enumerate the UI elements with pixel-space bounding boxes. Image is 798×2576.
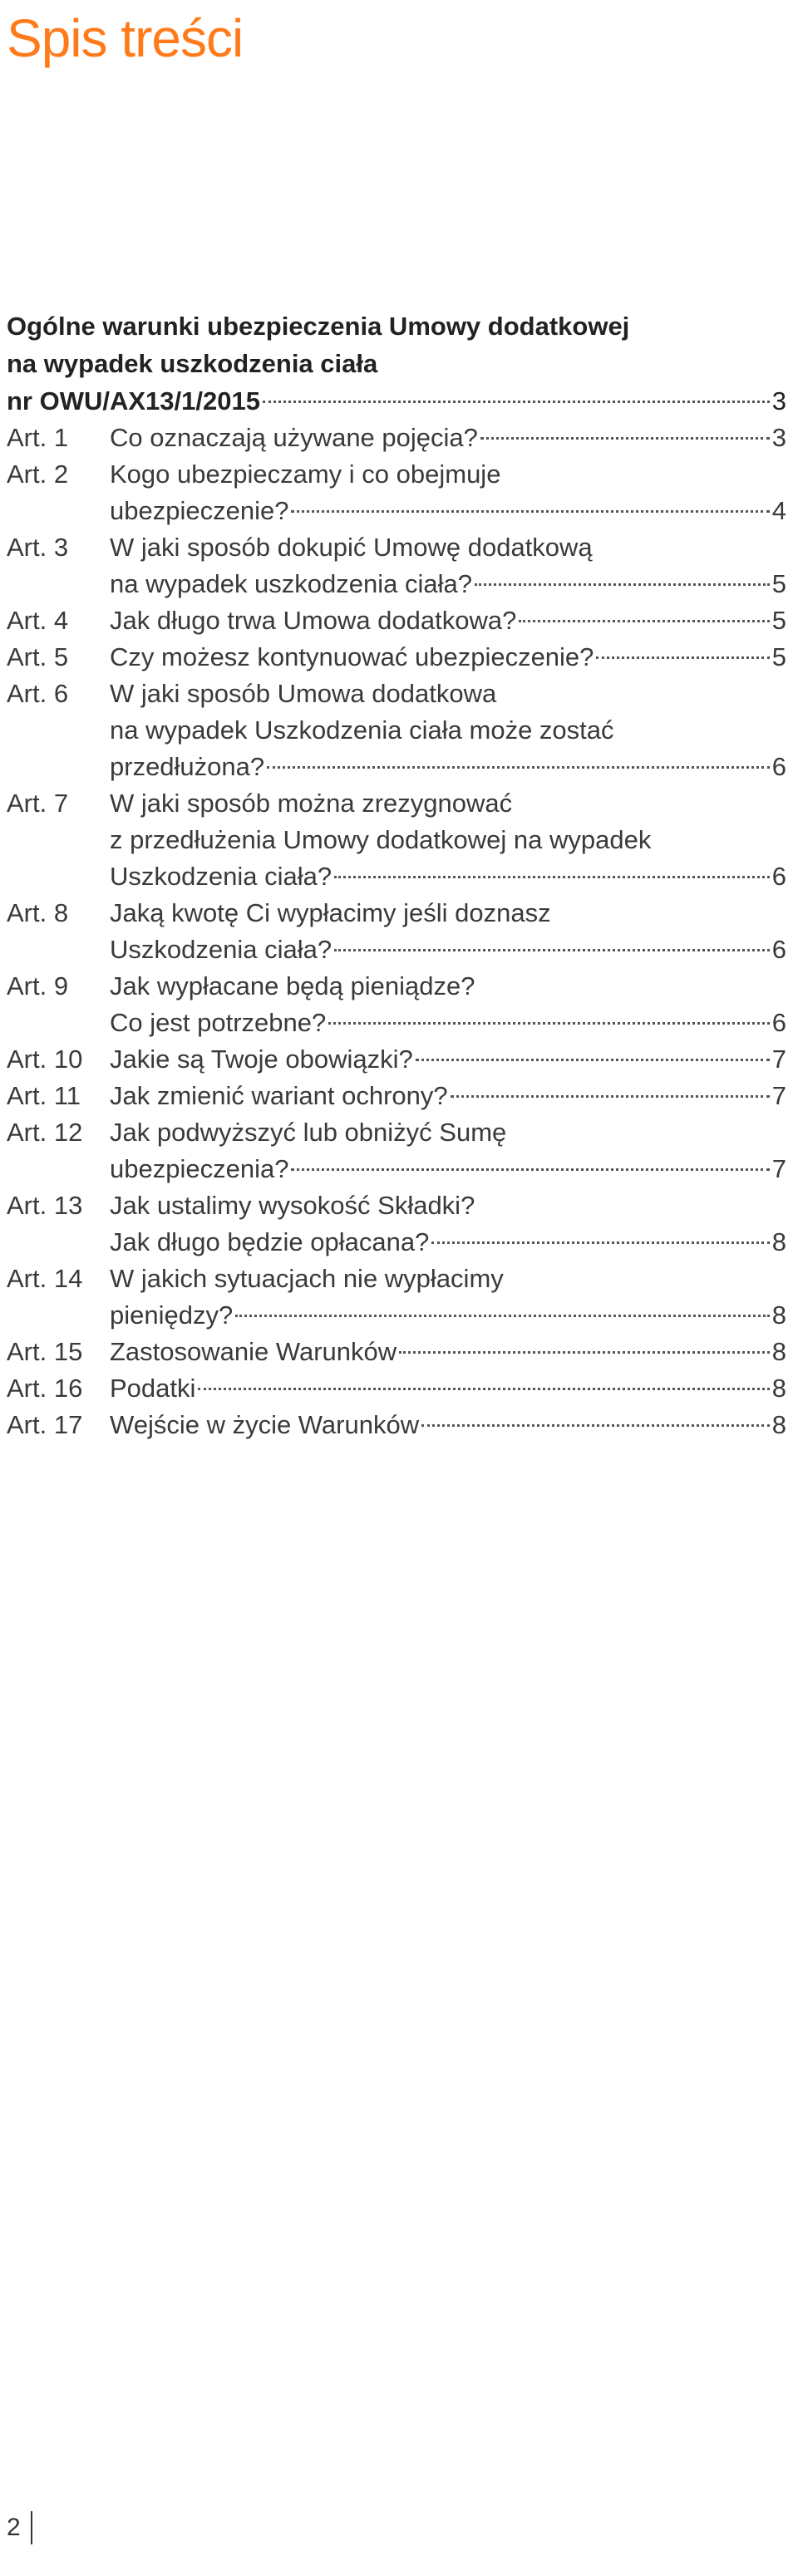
dot-leader	[334, 949, 770, 951]
toc-entry-body	[110, 785, 786, 895]
dot-leader	[596, 656, 769, 659]
toc-page-number: 4	[771, 496, 786, 525]
toc-page-number: 8	[771, 1410, 786, 1439]
toc-entry[interactable]	[7, 1041, 786, 1078]
toc-page-number: 6	[771, 935, 786, 964]
toc-entry-body	[110, 456, 786, 529]
toc-entry-last-line	[110, 1078, 786, 1114]
toc-entry-last-line	[110, 420, 786, 456]
toc-page-number: 5	[771, 606, 786, 635]
toc-entry-title-line: Jaką kwotę Ci wypłacimy jeśli doznasz	[110, 898, 551, 927]
toc-entry-last-line	[110, 639, 786, 676]
toc-page-number: 7	[771, 1045, 786, 1074]
toc-entry-title-line: Jak podwyższyć lub obniżyć Sumę	[110, 1118, 507, 1147]
toc-entry-number: Art. 4	[7, 606, 69, 635]
toc-entry-title-line: z przedłużenia Umowy dodatkowej na wypadek	[110, 825, 652, 854]
toc-page-number: 6	[771, 1008, 786, 1037]
toc-entry-body	[110, 968, 786, 1041]
toc-entry-title: Wejście w życie Warunków	[110, 1410, 420, 1439]
toc-entry-title-line: W jaki sposób Umowa dodatkowa	[110, 679, 497, 708]
toc-entries	[7, 420, 786, 1443]
toc-entry-title: przedłużona?	[110, 752, 265, 781]
toc-entry[interactable]	[7, 895, 786, 968]
toc-entry[interactable]	[7, 456, 786, 529]
toc-entry-number: Art. 5	[7, 642, 69, 671]
toc-entry-number: Art. 1	[7, 423, 69, 452]
toc-entry-last-line	[110, 932, 786, 968]
toc-entry-number: Art. 14	[7, 1264, 83, 1293]
toc-entry-title: pieniędzy?	[110, 1300, 234, 1330]
toc-page-number: 5	[771, 569, 786, 598]
toc-entry-body	[110, 1041, 786, 1078]
toc-entry[interactable]	[7, 676, 786, 785]
toc-entry-body	[110, 1407, 786, 1443]
toc-entry-last-line	[110, 602, 786, 639]
toc-entry-last-line	[110, 1151, 786, 1187]
toc-entry-number: Art. 12	[7, 1118, 83, 1147]
toc-entry-body	[110, 602, 786, 639]
toc-entry-body	[110, 1114, 786, 1187]
toc-entry-title-line: Kogo ubezpieczamy i co obejmuje	[110, 460, 501, 489]
footer-divider	[31, 2511, 32, 2544]
page-footer	[7, 2511, 32, 2544]
toc-entry-last-line	[110, 1005, 786, 1041]
toc-entry-body	[110, 1261, 786, 1334]
dot-leader	[475, 583, 770, 586]
toc-intro-line: na wypadek uszkodzenia ciała	[7, 349, 378, 378]
toc-entry-last-line	[110, 493, 786, 529]
toc-intro-last-line	[7, 382, 786, 420]
toc-entry-title: Co oznaczają używane pojęcia?	[110, 423, 478, 452]
toc-entry-title: Co jest potrzebne?	[110, 1008, 327, 1037]
toc-entry-last-line	[110, 1224, 786, 1261]
toc-entry-body	[110, 529, 786, 602]
toc-entry-last-line	[110, 1334, 786, 1370]
toc-entry-last-line	[110, 1370, 786, 1407]
toc-intro-code: nr OWU/AX13/1/2015	[7, 386, 260, 415]
toc-entry[interactable]	[7, 785, 786, 895]
toc-entry-last-line	[110, 1041, 786, 1078]
toc-page-number: 7	[771, 1081, 786, 1110]
toc-entry[interactable]	[7, 1370, 786, 1407]
dot-leader	[267, 766, 770, 769]
toc-intro-line: Ogólne warunki ubezpieczenia Umowy dodatkowej	[7, 312, 630, 341]
toc-entry[interactable]	[7, 420, 786, 456]
toc-entry[interactable]	[7, 1407, 786, 1443]
toc-page-number: 3	[771, 386, 786, 415]
toc-entry-number: Art. 8	[7, 898, 69, 927]
dot-leader	[519, 620, 769, 622]
toc-entry-title: Jak długo trwa Umowa dodatkowa?	[110, 606, 517, 635]
toc-entry-number: Art. 11	[7, 1081, 81, 1110]
toc-page-number: 6	[771, 862, 786, 891]
toc-entry[interactable]	[7, 1114, 786, 1187]
dot-leader	[451, 1095, 770, 1098]
toc-entry-title: Jak długo będzie opłacana?	[110, 1227, 430, 1256]
toc-entry-last-line	[110, 858, 786, 895]
toc-entry[interactable]	[7, 968, 786, 1041]
toc-entry-last-line	[110, 566, 786, 602]
toc-entry-title: Jak zmienić wariant ochrony?	[110, 1081, 448, 1110]
toc-entry-title: na wypadek uszkodzenia ciała?	[110, 569, 472, 598]
toc-intro[interactable]	[7, 307, 786, 420]
toc-entry-title: ubezpieczenia?	[110, 1154, 289, 1183]
toc-page-number: 6	[771, 752, 786, 781]
toc-entry[interactable]	[7, 1187, 786, 1261]
toc-entry-number: Art. 10	[7, 1045, 83, 1074]
footer-page-number: 2	[7, 2514, 21, 2541]
toc-entry-number: Art. 15	[7, 1337, 83, 1366]
toc-entry-number: Art. 13	[7, 1191, 83, 1220]
toc-entry-number: Art. 9	[7, 971, 69, 1000]
toc-entry-title: Podatki	[110, 1374, 196, 1403]
dot-leader	[198, 1388, 769, 1390]
table-of-contents	[7, 307, 786, 1443]
toc-entry-title: Zastosowanie Warunków	[110, 1337, 397, 1366]
dot-leader	[328, 1022, 770, 1025]
toc-entry-body	[110, 420, 786, 456]
page-title: Spis treści	[7, 8, 244, 68]
toc-entry[interactable]	[7, 639, 786, 676]
toc-entry-body	[110, 676, 786, 785]
toc-entry-title-line: Jak ustalimy wysokość Składki?	[110, 1191, 475, 1220]
toc-entry-body	[110, 1334, 786, 1370]
dot-leader	[431, 1241, 769, 1244]
toc-page-number: 8	[771, 1337, 786, 1366]
toc-entry[interactable]	[7, 602, 786, 639]
toc-entry-number: Art. 6	[7, 679, 69, 708]
toc-entry-last-line	[110, 749, 786, 785]
toc-entry-last-line	[110, 1407, 786, 1443]
toc-entry-title: Uszkodzenia ciała?	[110, 862, 332, 891]
dot-leader	[291, 1168, 769, 1171]
dot-leader	[291, 510, 769, 513]
toc-entry-body	[110, 895, 786, 968]
toc-entry[interactable]	[7, 1334, 786, 1370]
toc-entry-title: Jakie są Twoje obowiązki?	[110, 1045, 413, 1074]
toc-page-number: 5	[771, 642, 786, 671]
toc-page-number: 8	[771, 1374, 786, 1403]
toc-entry-body	[110, 1078, 786, 1114]
dot-leader	[480, 437, 770, 440]
dot-leader	[263, 401, 770, 403]
toc-entry-title-line: W jakich sytuacjach nie wypłacimy	[110, 1264, 504, 1293]
toc-entry[interactable]	[7, 529, 786, 602]
toc-entry-number: Art. 2	[7, 460, 69, 489]
toc-entry-number: Art. 3	[7, 533, 69, 562]
toc-page-number: 8	[771, 1227, 786, 1256]
toc-page-number: 8	[771, 1300, 786, 1330]
toc-entry-last-line	[110, 1297, 786, 1334]
toc-entry-body	[110, 1370, 786, 1407]
toc-entry-number: Art. 7	[7, 789, 69, 818]
toc-entry-number: Art. 17	[7, 1410, 83, 1439]
toc-entry-body	[110, 1187, 786, 1261]
toc-entry-title: ubezpieczenie?	[110, 496, 289, 525]
toc-entry-body	[110, 639, 786, 676]
toc-page-number: 7	[771, 1154, 786, 1183]
toc-entry-title: Uszkodzenia ciała?	[110, 935, 332, 964]
toc-page-number: 3	[771, 423, 786, 452]
toc-entry-title-line: W jaki sposób dokupić Umowę dodatkową	[110, 533, 593, 562]
dot-leader	[235, 1315, 770, 1317]
toc-entry-title-line: W jaki sposób można zrezygnować	[110, 789, 513, 818]
toc-entry-title-line: na wypadek Uszkodzenia ciała może zostać	[110, 715, 614, 745]
toc-entry[interactable]	[7, 1078, 786, 1114]
dot-leader	[416, 1059, 770, 1061]
toc-entry[interactable]	[7, 1261, 786, 1334]
toc-entry-title-line: Jak wypłacane będą pieniądze?	[110, 971, 475, 1000]
toc-entry-title: Czy możesz kontynuować ubezpieczenie?	[110, 642, 594, 671]
dot-leader	[421, 1424, 770, 1427]
toc-entry-number: Art. 16	[7, 1374, 83, 1403]
dot-leader	[399, 1351, 770, 1354]
dot-leader	[334, 876, 770, 878]
